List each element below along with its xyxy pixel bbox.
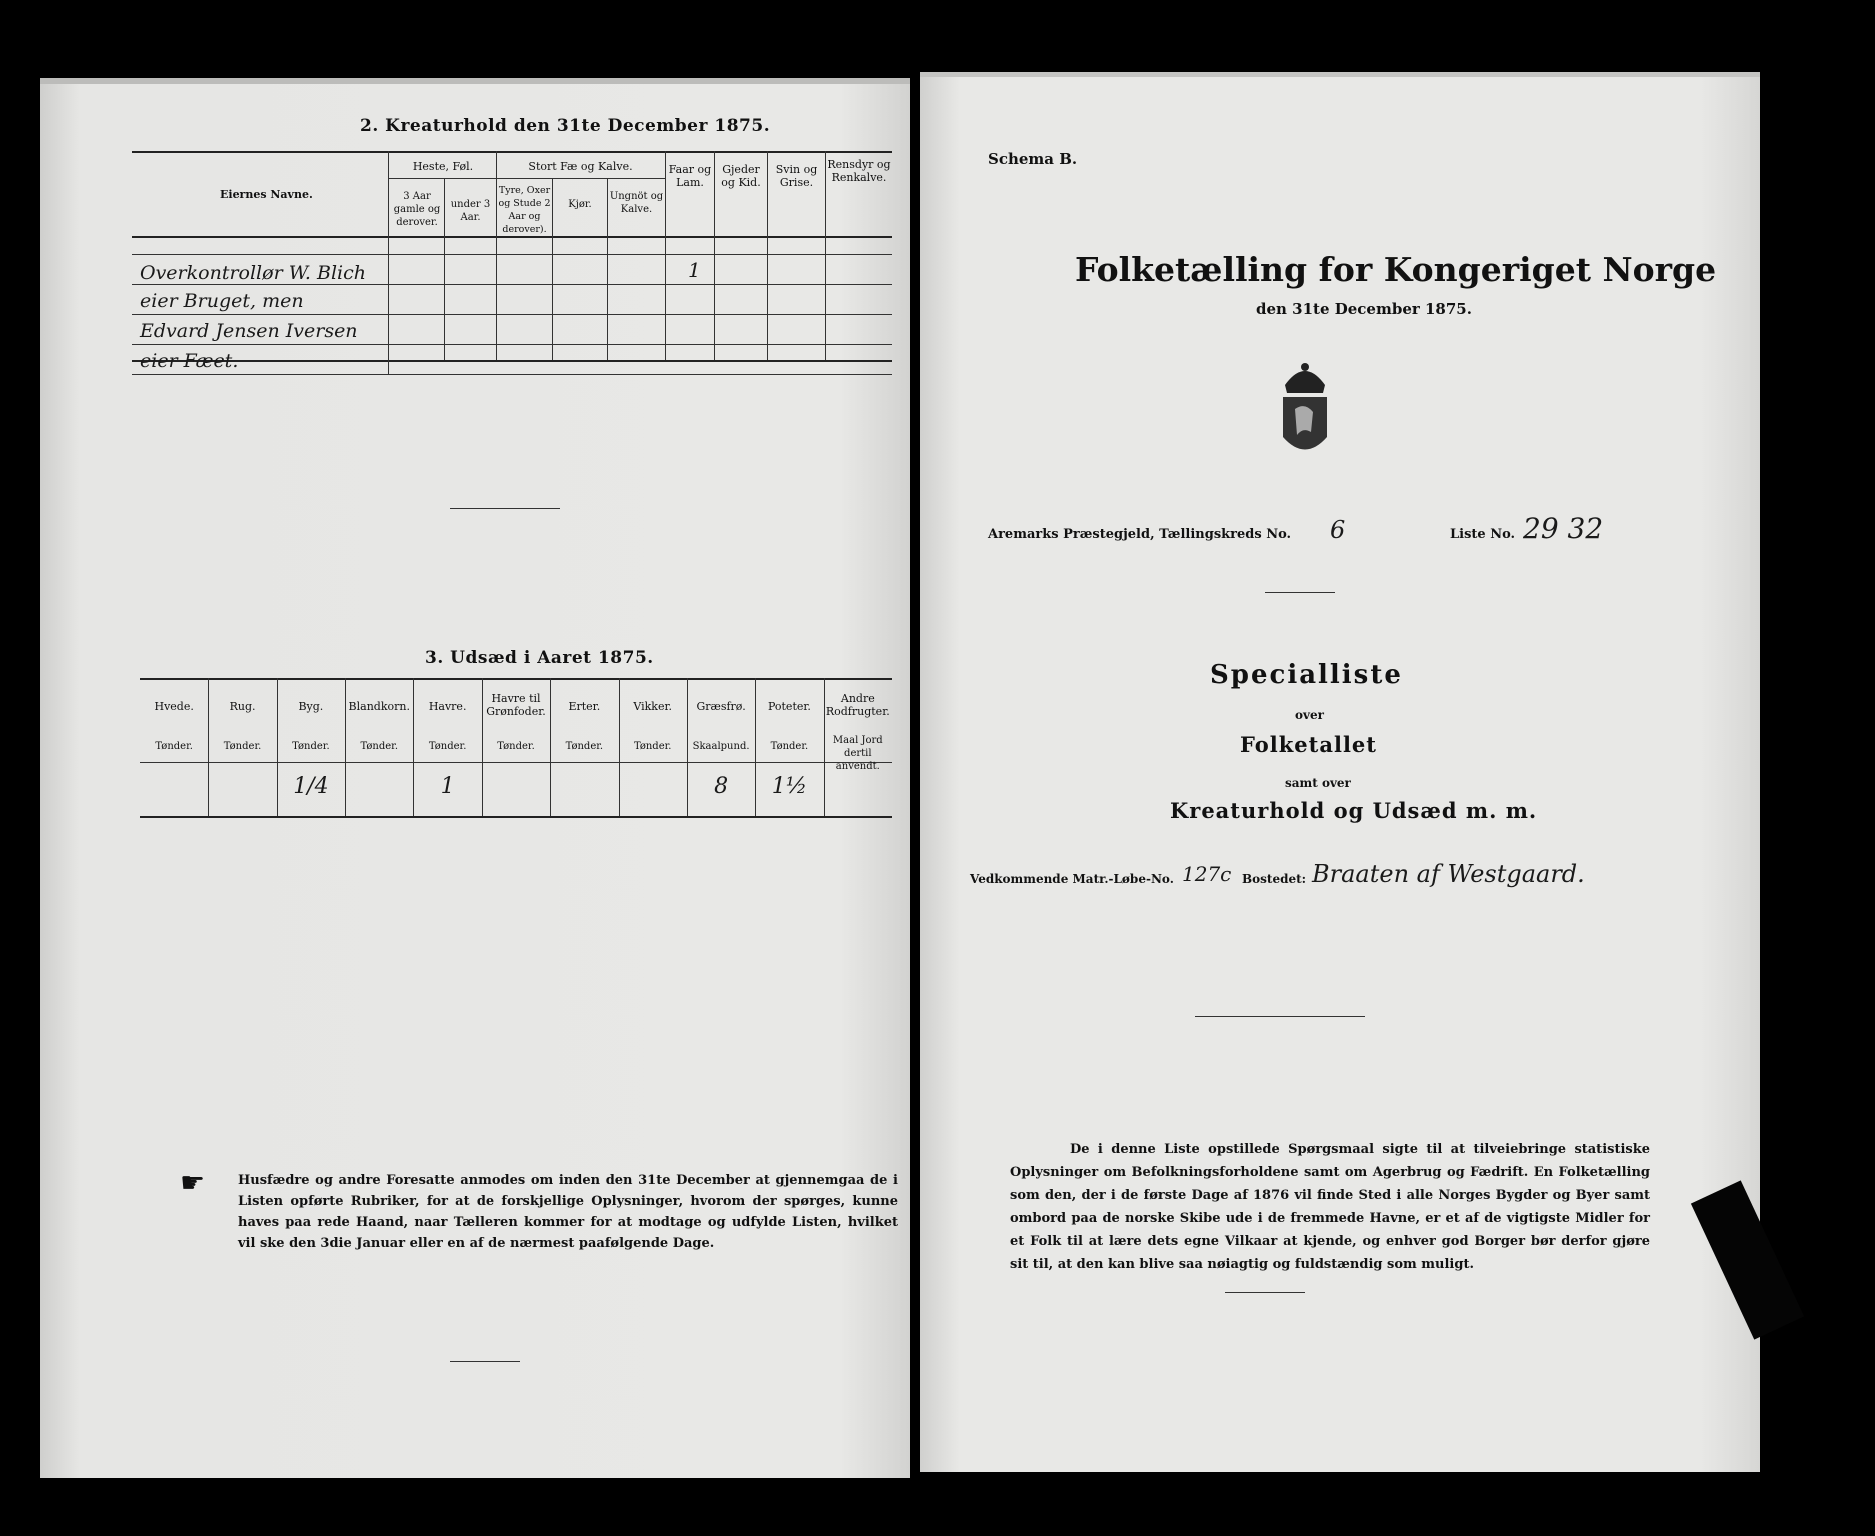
bosted-value: Braaten af Westgaard. xyxy=(1312,860,1585,888)
col-line xyxy=(388,360,389,374)
separator-line xyxy=(450,1361,520,1362)
table-rule xyxy=(132,360,892,362)
page-edge xyxy=(40,78,910,84)
kreds-number: 6 xyxy=(1330,516,1346,544)
liste-label: Liste No. xyxy=(1450,527,1516,542)
date-line: den 31te December 1875. xyxy=(1256,300,1472,318)
owner-line: eier Fæet. xyxy=(140,350,239,372)
seed-col-header: Poteter. xyxy=(767,700,811,713)
table-rule xyxy=(140,762,892,763)
seed-col-header: Hvede. xyxy=(154,700,194,713)
separator-line xyxy=(1265,592,1335,593)
schema-label: Schema B. xyxy=(988,150,1078,168)
faar-value: 1 xyxy=(688,258,701,282)
gjeder-header: Gjeder og Kid. xyxy=(721,163,761,189)
faar-header: Faar og Lam. xyxy=(668,163,712,189)
seed-col-header: Havre til Grønfoder. xyxy=(486,692,546,718)
stort-sub-b: Kjør. xyxy=(568,199,592,210)
table-rule xyxy=(132,284,892,285)
section-3-title: 3. Udsæd i Aaret 1875. xyxy=(425,648,654,668)
table-rule xyxy=(388,178,665,179)
heste-header: Heste, Føl. xyxy=(412,160,474,173)
heste-sub-a: 3 Aar gamle og derover. xyxy=(393,191,441,228)
seed-col-header: Byg. xyxy=(298,700,324,713)
seed-col-unit: Tønder. xyxy=(155,741,193,752)
table-rule xyxy=(140,816,892,818)
seed-col-unit: Tønder. xyxy=(360,741,399,752)
seed-col-header: Havre. xyxy=(428,700,467,713)
right-page xyxy=(920,72,1760,1472)
seed-value: 8 xyxy=(714,774,729,799)
table-rule xyxy=(140,678,892,680)
separator-line xyxy=(450,508,560,509)
table-rule xyxy=(132,236,892,238)
parish-label: Aremarks Præstegjeld, Tællingskreds No. xyxy=(988,527,1292,542)
table-rule xyxy=(132,374,892,375)
folketallet-heading: Folketallet xyxy=(1240,732,1377,757)
seed-col-header: Blandkorn. xyxy=(348,700,410,713)
seed-col-header: Erter. xyxy=(568,700,601,713)
specialliste-heading: Specialliste xyxy=(1210,660,1403,690)
table-rule xyxy=(132,344,892,345)
seed-col-unit: Tønder. xyxy=(633,741,672,752)
over-text: over xyxy=(1295,708,1324,722)
col-line xyxy=(388,151,389,360)
seed-value: 1/4 xyxy=(293,774,329,799)
seed-col-header: Andre Rodfrugter. xyxy=(825,692,890,718)
seed-col-unit: Tønder. xyxy=(223,741,262,752)
left-page xyxy=(40,78,910,1478)
page-edge xyxy=(920,72,1760,77)
table-rule xyxy=(132,254,892,255)
liste-number: 29 32 xyxy=(1523,512,1604,545)
section-2-title: 2. Kreaturhold den 31te December 1875. xyxy=(360,116,771,136)
stort-sub-c: Ungnöt og Kalve. xyxy=(609,191,664,215)
separator-line xyxy=(1225,1292,1305,1293)
heste-sub-b: under 3 Aar. xyxy=(450,199,491,223)
matr-number: 127c xyxy=(1182,862,1232,886)
seed-col-unit: Tønder. xyxy=(565,741,604,752)
notice-text: Husfædre og andre Foresatte anmodes om inden den 31te December at gjennemgaa de i Listen opførte Rubriker, for at de forskjellige Oplysninger, hvorom der spørges, kunne haves paa rede Haand, naar Tælleren kommer for at modtage og udfylde Listen, hvilket vil ske den 3die Januar eller en af de nærmest paafølgende Dage. xyxy=(238,1173,898,1251)
col-line xyxy=(496,151,497,360)
coat-of-arms-icon xyxy=(1275,357,1335,467)
samt-over-text: samt over xyxy=(1285,776,1351,790)
seed-col-unit: Maal Jord dertil anvendt. xyxy=(832,735,883,772)
stort-header: Stort Fæ og Kalve. xyxy=(528,160,633,173)
owner-line: Overkontrollør W. Blich xyxy=(140,262,366,284)
table-rule xyxy=(132,151,892,153)
pointing-hand-icon: ☛ xyxy=(180,1166,206,1199)
seed-col-unit: Tønder. xyxy=(428,741,467,752)
seed-col-header: Vikker. xyxy=(633,700,673,713)
seed-col-unit: Skaalpund. xyxy=(692,741,750,752)
stort-sub-a: Tyre, Oxer og Stude 2 Aar og derover). xyxy=(498,185,551,235)
seed-col-header: Rug. xyxy=(229,700,256,713)
owner-header: Eiernes Navne. xyxy=(220,188,313,201)
owner-line: eier Bruget, men xyxy=(140,290,304,312)
main-title: Folketælling for Kongeriget Norge xyxy=(1075,250,1717,289)
separator-line xyxy=(1195,1016,1365,1017)
matr-label: Vedkommende Matr.-Løbe-No. xyxy=(970,872,1174,886)
kreaturhold-heading: Kreaturhold og Udsæd m. m. xyxy=(1170,798,1538,823)
table-rule xyxy=(132,314,892,315)
owner-line: Edvard Jensen Iversen xyxy=(140,320,358,342)
seed-value: 1½ xyxy=(771,774,808,799)
intro-paragraph: De i denne Liste opstillede Spørgsmaal sigte til at tilveiebringe statistiske Oplysninger om Befolkningsforholdene samt om Agerbrug og Fædrift. En Folketælling som den, der i de første Dage af 1876 vil finde Sted i alle Norges Bygder og Byer samt ombord paa de norske Skibe ude i de fremmede Havne, er et af de vigtigste Midler for et Folk til at lære dets egne Vilkaar at kjende, og enhver god Borger bør derfor gjøre sit til, at den kan blive saa nøiagtig og fuldstændig som muligt. xyxy=(1010,1142,1650,1272)
bosted-label: Bostedet: xyxy=(1242,872,1307,886)
svin-header: Svin og Grise. xyxy=(775,163,818,189)
seed-col-header: Græsfrø. xyxy=(696,700,746,713)
seed-col-unit: Tønder. xyxy=(497,741,535,752)
seed-col-unit: Tønder. xyxy=(770,741,809,752)
seed-value: 1 xyxy=(440,774,455,799)
seed-col-unit: Tønder. xyxy=(292,741,330,752)
rensdyr-header: Rensdyr og Renkalve. xyxy=(827,158,891,184)
